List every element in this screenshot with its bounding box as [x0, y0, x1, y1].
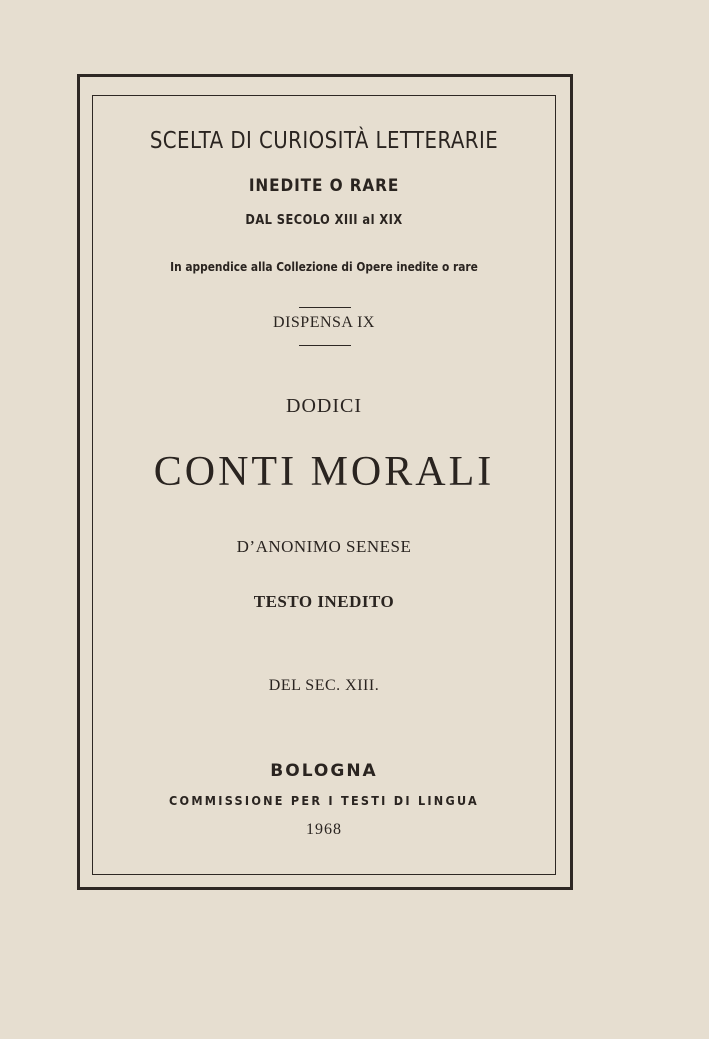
publication-city: BOLOGNA	[270, 761, 378, 781]
divider-bottom	[299, 345, 351, 346]
century-note: DEL SEC. XIII.	[268, 677, 380, 694]
publication-year: 1968	[306, 821, 342, 838]
dispensa-number: DISPENSA IX	[273, 314, 375, 331]
edition-note: TESTO INEDITO	[253, 592, 395, 611]
appendix-note: In appendice alla Collezione di Opere inedite o rare	[170, 259, 478, 274]
main-title: CONTI MORALI	[153, 449, 495, 495]
publisher: COMMISSIONE PER I TESTI DI LINGUA	[169, 793, 479, 808]
title-prefix: DODICI	[286, 395, 362, 417]
divider-top	[299, 307, 351, 308]
author: D’ANONIMO SENESE	[236, 537, 412, 556]
series-period: DAL SECOLO XIII al XIX	[245, 213, 403, 228]
series-subtitle: INEDITE O RARE	[248, 176, 400, 196]
series-title: SCELTA DI CURIOSITÀ LETTERARIE	[149, 128, 499, 154]
